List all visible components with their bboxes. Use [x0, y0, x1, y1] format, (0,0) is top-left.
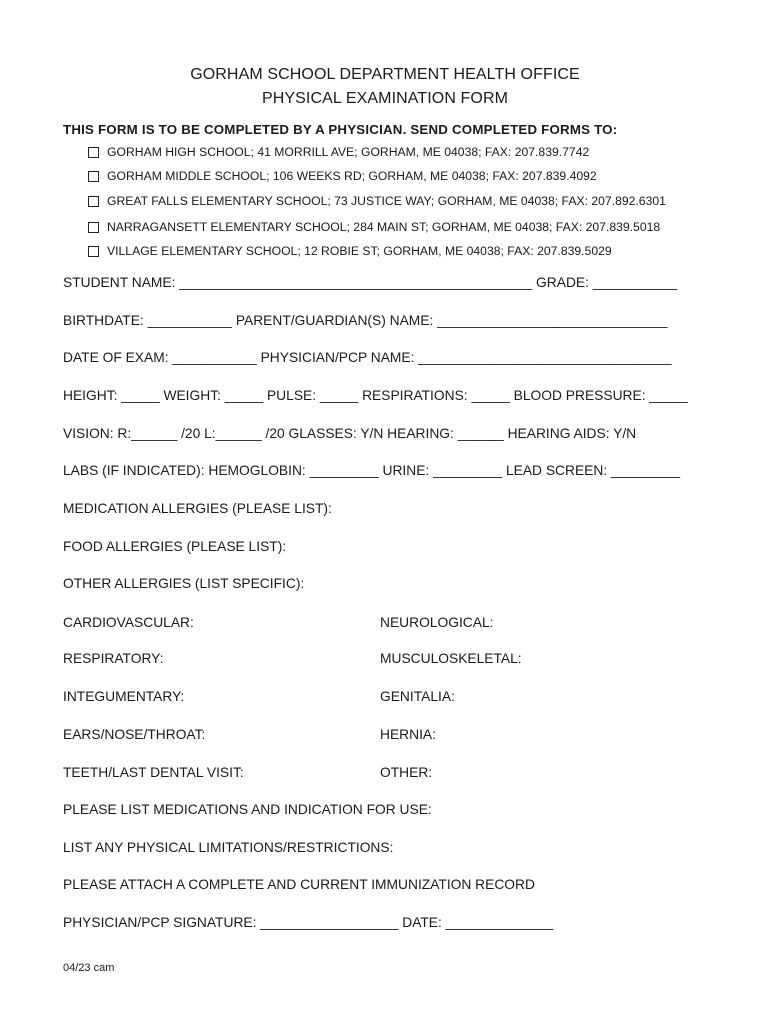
- integumentary-label: INTEGUMENTARY:: [63, 689, 185, 704]
- vitals-field[interactable]: HEIGHT: _____ WEIGHT: _____ PULSE: _____ RESPIRATIONS: _____ BLOOD PRESSURE: _____: [63, 388, 688, 403]
- checkbox[interactable]: [88, 246, 99, 257]
- school-option-village[interactable]: [88, 243, 612, 259]
- immunization-note: PLEASE ATTACH A COMPLETE AND CURRENT IMMUNIZATION RECORD: [63, 877, 535, 892]
- hernia-label: HERNIA:: [380, 727, 436, 742]
- other-label: OTHER:: [380, 765, 433, 780]
- teeth-dental-label: TEETH/LAST DENTAL VISIT:: [63, 765, 244, 780]
- form-title-line-1: GORHAM SCHOOL DEPARTMENT HEALTH OFFICE: [190, 66, 580, 83]
- checkbox[interactable]: [88, 147, 99, 158]
- musculoskeletal-label: MUSCULOSKELETAL:: [380, 651, 522, 666]
- signature-date-field[interactable]: PHYSICIAN/PCP SIGNATURE: __________________ DATE: ______________: [63, 915, 554, 930]
- school-label: VILLAGE ELEMENTARY SCHOOL; 12 ROBIE ST; GORHAM, ME 04038; FAX: 207.839.5029: [107, 244, 612, 258]
- medications-label: PLEASE LIST MEDICATIONS AND INDICATION FOR USE:: [63, 802, 432, 817]
- revision-footer: 04/23 cam: [63, 962, 115, 974]
- birthdate-guardian-field[interactable]: BIRTHDATE: ___________ PARENT/GUARDIAN(S) NAME: ______________________________: [63, 313, 668, 328]
- respiratory-label: RESPIRATORY:: [63, 651, 164, 666]
- ears-nose-throat-label: EARS/NOSE/THROAT:: [63, 727, 206, 742]
- genitalia-label: GENITALIA:: [380, 689, 455, 704]
- checkbox[interactable]: [88, 196, 99, 207]
- school-label: GORHAM MIDDLE SCHOOL; 106 WEEKS RD; GORHAM, ME 04038; FAX: 207.839.4092: [107, 169, 597, 183]
- cardiovascular-label: CARDIOVASCULAR:: [63, 615, 194, 630]
- school-option-high[interactable]: [88, 144, 589, 160]
- school-label: NARRAGANSETT ELEMENTARY SCHOOL; 284 MAIN ST; GORHAM, ME 04038; FAX: 207.839.5018: [107, 220, 661, 234]
- other-allergies-label: OTHER ALLERGIES (LIST SPECIFIC):: [63, 576, 305, 591]
- exam-date-physician-field[interactable]: DATE OF EXAM: ___________ PHYSICIAN/PCP NAME: _________________________________: [63, 350, 672, 365]
- vision-hearing-field[interactable]: VISION: R:______ /20 L:______ /20 GLASSES: Y/N HEARING: ______ HEARING AIDS: Y/N: [63, 426, 637, 441]
- instructions: THIS FORM IS TO BE COMPLETED BY A PHYSICIAN. SEND COMPLETED FORMS TO:: [63, 122, 618, 137]
- labs-field[interactable]: LABS (IF INDICATED): HEMOGLOBIN: _________ URINE: _________ LEAD SCREEN: _________: [63, 463, 681, 478]
- student-name-grade-field[interactable]: STUDENT NAME: ______________________________________________ GRADE: ___________: [63, 275, 678, 290]
- neurological-label: NEUROLOGICAL:: [380, 615, 494, 630]
- school-option-great-falls[interactable]: [88, 193, 666, 209]
- checkbox[interactable]: [88, 222, 99, 233]
- school-label: GORHAM HIGH SCHOOL; 41 MORRILL AVE; GORHAM, ME 04038; FAX: 207.839.7742: [107, 145, 590, 159]
- school-option-narragansett[interactable]: [88, 219, 660, 235]
- limitations-label: LIST ANY PHYSICAL LIMITATIONS/RESTRICTIONS:: [63, 840, 394, 855]
- food-allergies-label: FOOD ALLERGIES (PLEASE LIST):: [63, 539, 287, 554]
- form-title-line-2: PHYSICAL EXAMINATION FORM: [261, 90, 509, 107]
- school-option-middle[interactable]: [88, 168, 597, 184]
- school-label: GREAT FALLS ELEMENTARY SCHOOL; 73 JUSTICE WAY; GORHAM, ME 04038; FAX: 207.892.6301: [107, 194, 666, 208]
- checkbox[interactable]: [88, 171, 99, 182]
- medication-allergies-label: MEDICATION ALLERGIES (PLEASE LIST):: [63, 501, 332, 516]
